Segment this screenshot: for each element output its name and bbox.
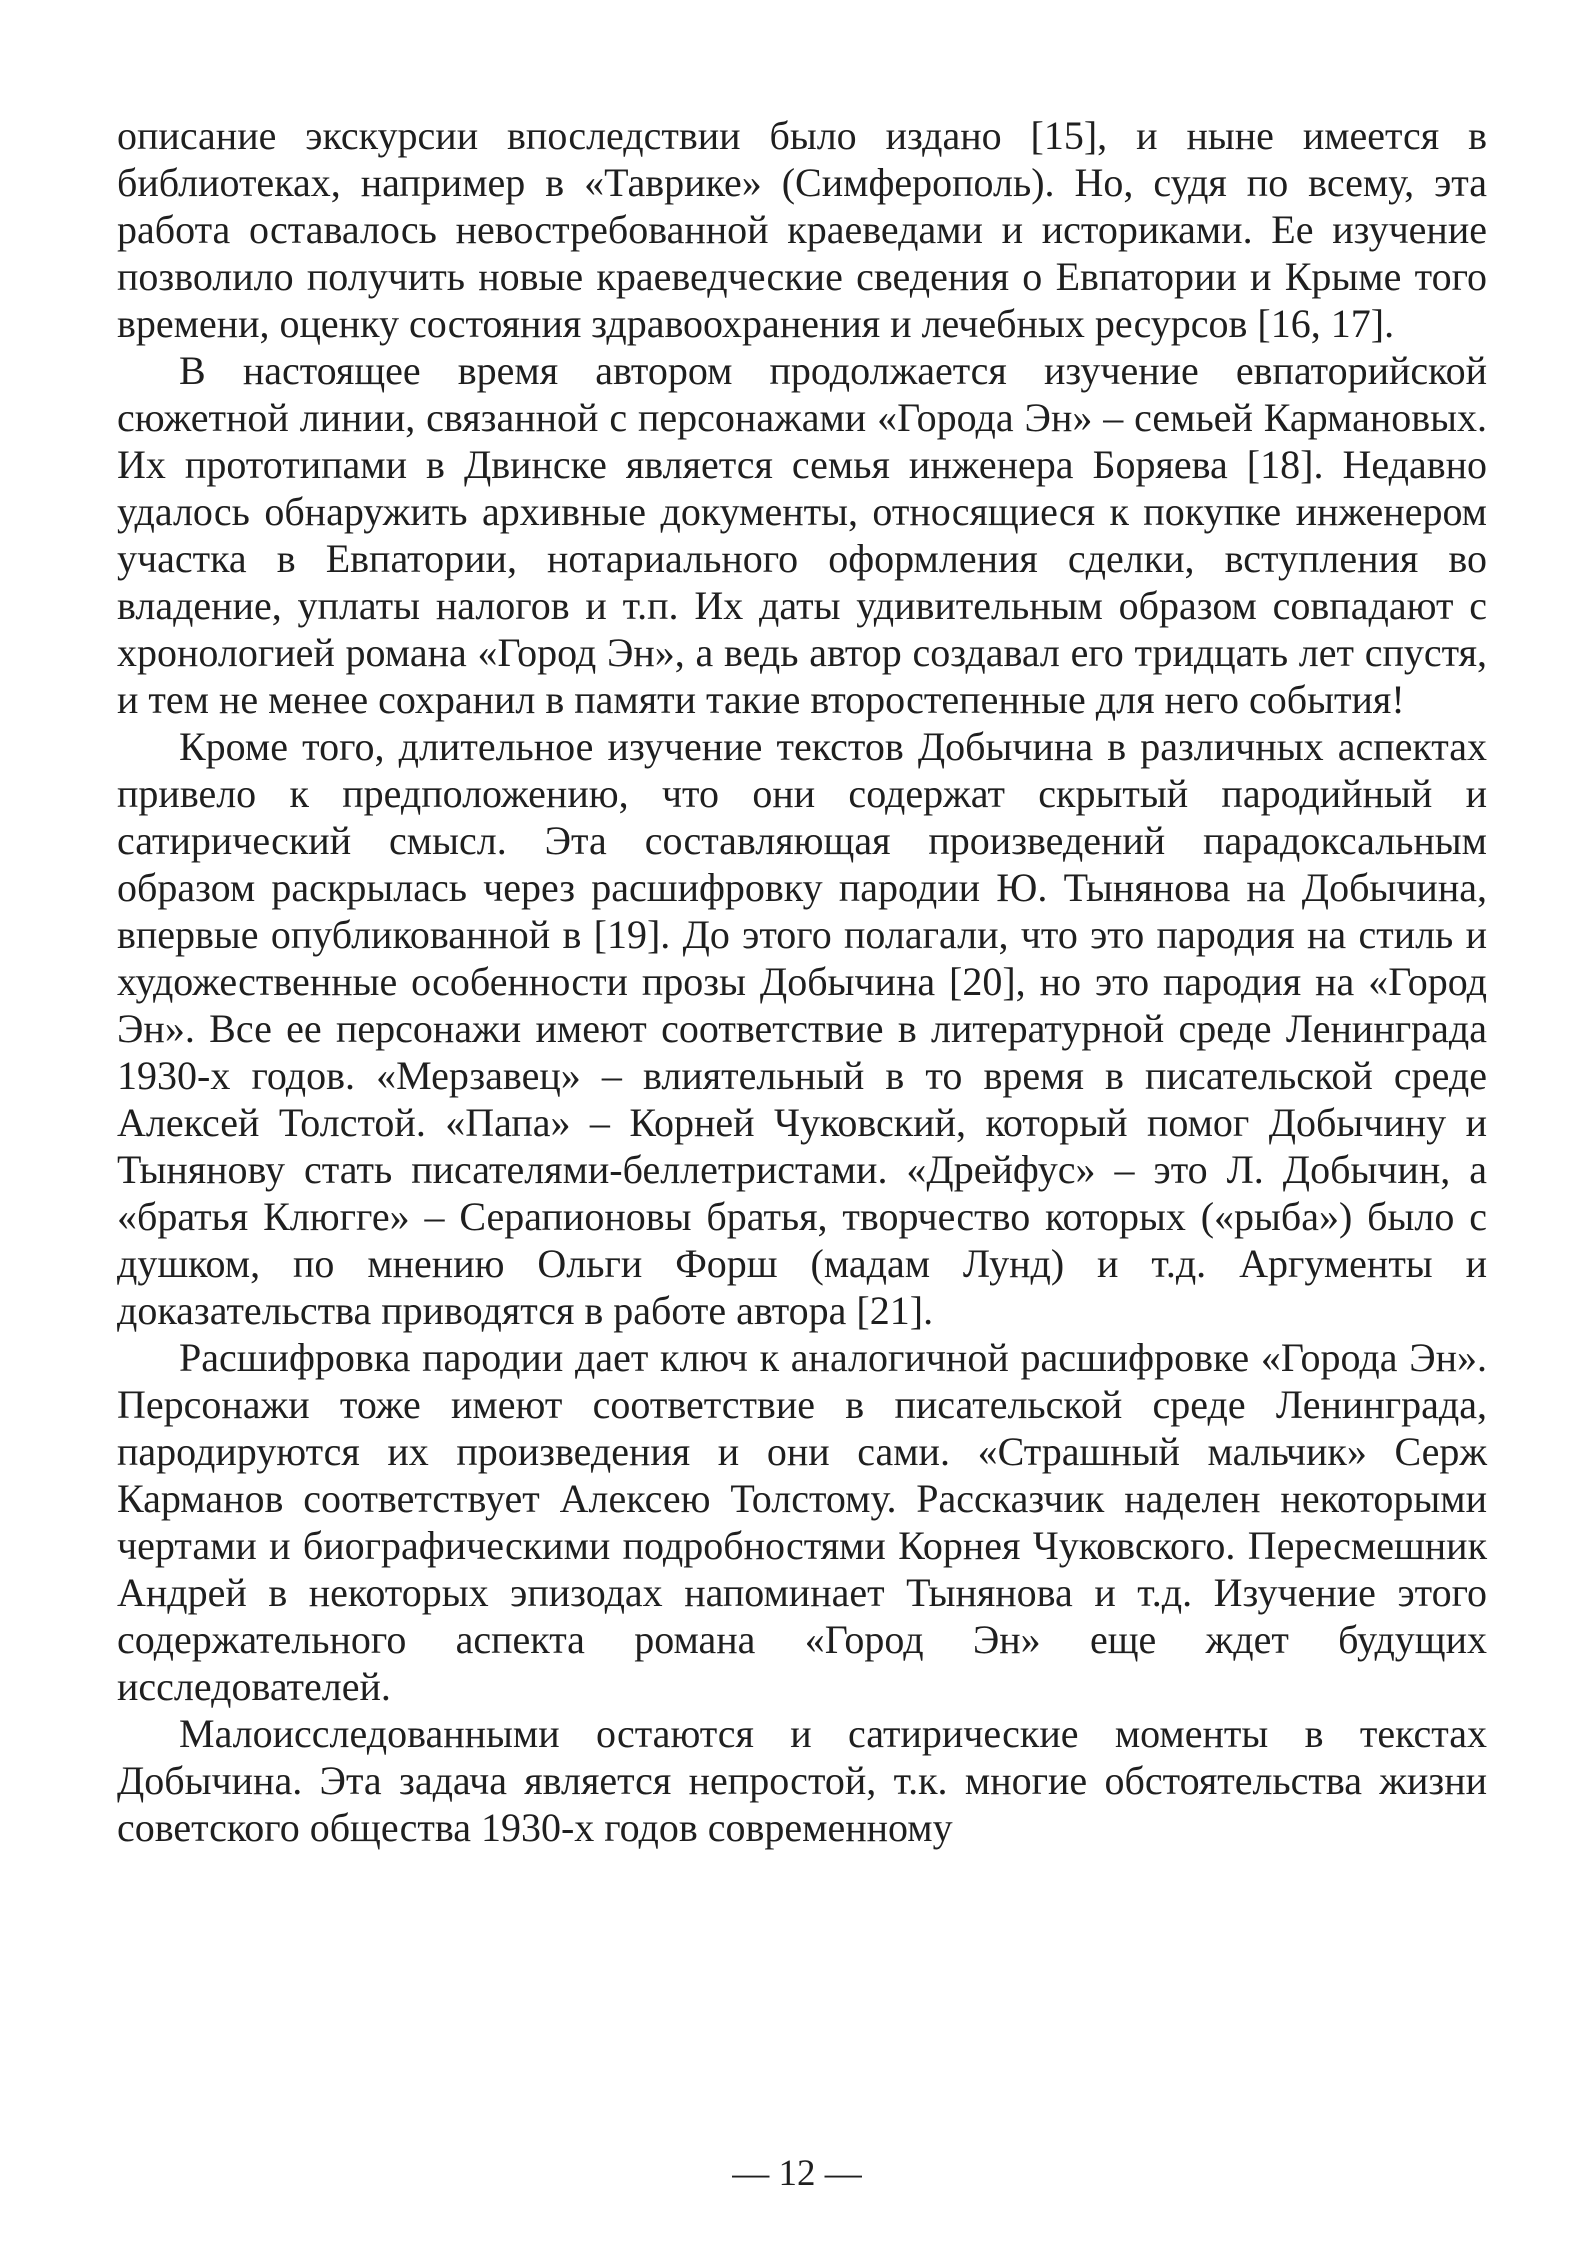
paragraph-4: Расшифровка пародии дает ключ к аналогичной расшифровке «Города Эн». Персонажи тоже имеют соответствие в писательской среде Ленинграда, пародируются их произведения и они сами. «Страшный мальчик» Серж Карманов соответствует Алексею Толстому. Рассказчик наделен некоторыми чертами и биографическими подробностями Корнея Чуковского. Пересмешник Андрей в некоторых эпизодах напоминает Тынянова и т.д. Изучение этого содержательного аспекта романа «Город Эн» еще ждет будущих исследователей.	[117, 1335, 1487, 1709]
paragraph-2: В настоящее время автором продолжается изучение евпаторийской сюжетной линии, связанной с персонажами «Города Эн» – семьей Кармановых. Их прототипами в Двинске является семья инженера Боряева [18]. Недавно удалось обнаружить архивные документы, относящиеся к покупке инженером участка в Евпатории, нотариального оформления сделки, вступления во владение, уплаты налогов и т.п. Их даты удивительным образом совпадают с хронологией романа «Город Эн», а ведь автор создавал его тридцать лет спустя, и тем не менее сохранил в памяти такие второстепенные для него события!	[117, 348, 1487, 722]
paragraph-1: описание экскурсии впоследствии было издано [15], и ныне имеется в библиотеках, например в «Таврике» (Симферополь). Но, судя по всему, эта работа оставалось невостребованной краеведами и историками. Ее изучение позволило получить новые краеведческие сведения о Евпатории и Крыме того времени, оценку состояния здравоохранения и лечебных ресурсов [16, 17].	[117, 113, 1487, 346]
paragraph-3: Кроме того, длительное изучение текстов Добычина в различных аспектах привело к предположению, что они содержат скрытый пародийный и сатирический смысл. Эта составляющая произведений парадоксальным образом раскрылась через расшифровку пародии Ю. Тынянова на Добычина, впервые опубликованной в [19]. До этого полагали, что это пародия на стиль и художественные особенности прозы Добычина [20], но это пародия на «Город Эн». Все ее персонажи имеют соответствие в литературной среде Ленинграда 1930-х годов. «Мерзавец» – влиятельный в то время в писательской среде Алексей Толстой. «Папа» – Корней Чуковский, который помог Добычину и Тынянову стать писателями-беллетристами. «Дрейфус» – это Л. Добычин, а «братья Клюгге» – Серапионовы братья, творчество которых («рыба») было с душком, по мнению Ольги Форш (мадам Лунд) и т.д. Аргументы и доказательства приводятся в работе автора [21].	[117, 724, 1487, 1333]
page-number: — 12 —	[732, 2153, 862, 2194]
document-page	[117, 112, 1487, 1851]
paragraph-5: Малоисследованными остаются и сатирические моменты в текстах Добычина. Эта задача является непростой, т.к. многие обстоятельства жизни советского общества 1930-х годов современному	[117, 1711, 1487, 1850]
